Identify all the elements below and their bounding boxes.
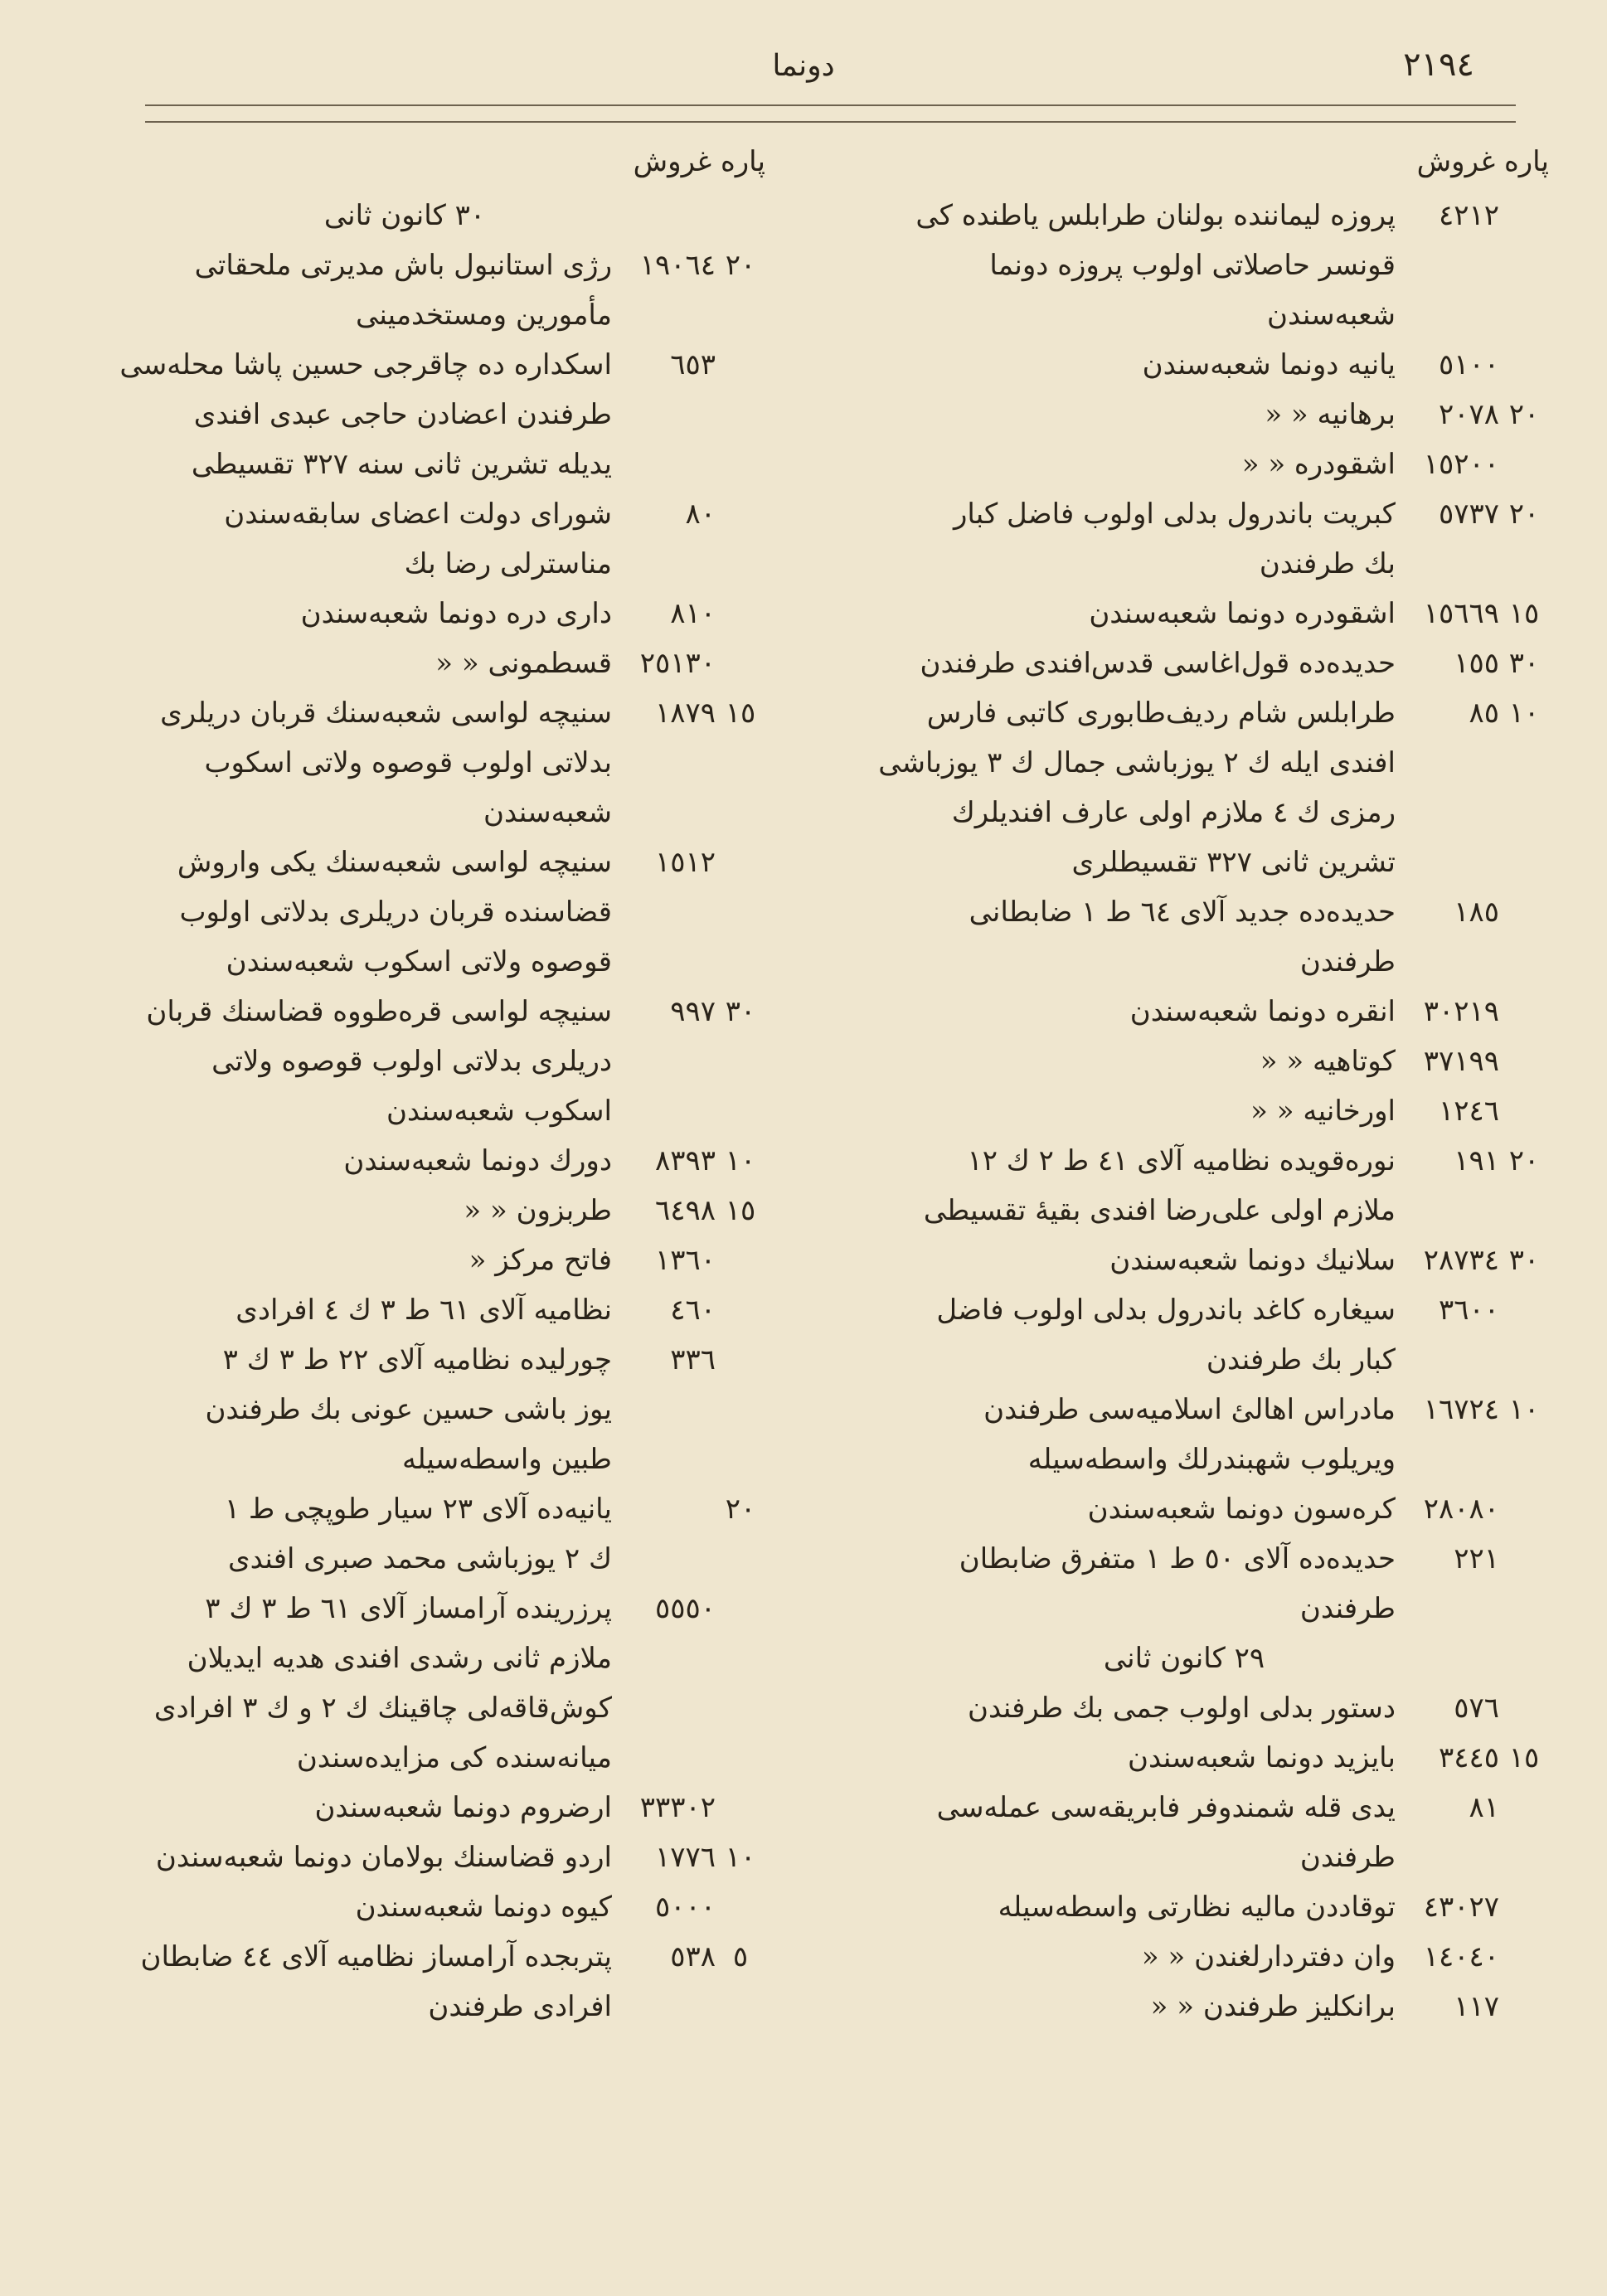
- para-value: ٢٠: [1508, 1144, 1540, 1177]
- description-line: نوره‌قويده نظاميه آلاى ٤١ ط ٢ ك ١٢: [967, 1144, 1396, 1177]
- ledger-entry: [852, 191, 1549, 340]
- ledger-entry: [852, 489, 1549, 589]
- kurus-value: ٣٧١٩٩: [1423, 1045, 1499, 1078]
- para-value: ١٥: [725, 1194, 756, 1227]
- para-value: ١٠: [1508, 697, 1540, 730]
- description-line: ارضروم دونما شعبه‌سندن: [314, 1791, 612, 1824]
- description-line: كره‌سون دونما شعبه‌سندن: [1087, 1493, 1396, 1526]
- kurus-value: ١١٧: [1454, 1990, 1499, 2023]
- kurus-value: ٣٤٤٥: [1438, 1741, 1499, 1774]
- description-line: سلانيك دونما شعبه‌سندن: [1109, 1244, 1396, 1277]
- description-line: دستور بدلى اولوب جمى بك طرفندن: [968, 1692, 1396, 1725]
- entry-description: [77, 638, 612, 688]
- entry-description: [77, 1783, 612, 1832]
- entry-description: [77, 837, 612, 987]
- description-line: طرفندن اعضادن حاجى عبدى افندى: [193, 398, 612, 431]
- description-line: بك طرفندن: [1259, 547, 1396, 580]
- description-line: كبار بك طرفندن: [1206, 1343, 1396, 1376]
- ledger-entry: [77, 638, 765, 688]
- description-line: برهانيه « «: [1265, 398, 1396, 431]
- ledger-entry: [77, 1783, 765, 1832]
- ledger-entry: [852, 439, 1549, 489]
- kurus-value: ٥٣٨: [670, 1940, 716, 1973]
- para-value: ٢٠: [1508, 498, 1540, 531]
- description-line: طرفندن: [1299, 945, 1396, 978]
- description-line: مناسترلى رضا بك: [404, 547, 612, 580]
- description-line: ملازم ثانى رشدى افندى هديه ايديلان: [187, 1642, 612, 1675]
- ledger-entry: [852, 688, 1549, 887]
- kurus-value: ٨٠: [685, 498, 716, 531]
- kurus-value: ٦٤٩٨: [654, 1194, 716, 1227]
- description-line: شعبه‌سندن: [1267, 299, 1396, 332]
- description-line: پروزه ليماننده بولنان طرابلس ياطنده كى: [915, 199, 1396, 232]
- kurus-value: ٨١: [1469, 1791, 1499, 1824]
- entry-description: [852, 1534, 1396, 1633]
- page-number: ٢١٩٤: [1403, 46, 1474, 84]
- kurus-value: ١٨٥: [1454, 896, 1499, 929]
- ledger-entry: [852, 638, 1549, 688]
- ledger-entry: [77, 340, 765, 489]
- description-line: بايزيد دونما شعبه‌سندن: [1128, 1741, 1396, 1774]
- ledger-entry: [852, 1932, 1549, 1982]
- description-line: چورليده نظاميه آلاى ٢٢ ط ٣ ك ٣: [222, 1343, 612, 1376]
- ledger-entry: [77, 1484, 765, 1584]
- ledger-entry: [77, 987, 765, 1136]
- ledger-entry: [852, 1683, 1549, 1733]
- ledger-entry: [852, 1136, 1549, 1235]
- ledger-entry: [77, 1882, 765, 1932]
- entry-description: [852, 688, 1396, 887]
- ledger-entry: [77, 1584, 765, 1783]
- para-value: ٣٠: [1508, 647, 1540, 680]
- kurus-value: ١٢٤٦: [1438, 1095, 1499, 1128]
- kurus-value: ٨١٠: [670, 597, 716, 630]
- kurus-value: ٢٨٠٨٠: [1423, 1493, 1499, 1526]
- description-line: طرفندن: [1299, 1592, 1396, 1625]
- ledger-entry: [852, 1534, 1549, 1633]
- description-line: طرفندن: [1299, 1841, 1396, 1874]
- description-line: اسكوب شعبه‌سندن: [386, 1095, 612, 1128]
- entry-description: [77, 240, 612, 340]
- ledger-entry: [77, 1285, 765, 1335]
- date-heading: ٢٩ كانون ثانى: [1103, 1642, 1265, 1675]
- entry-description: [77, 489, 612, 589]
- description-line: اورخانيه « «: [1250, 1095, 1396, 1128]
- kurus-value: ٤٣٠٢٧: [1423, 1891, 1499, 1924]
- entry-description: [852, 887, 1396, 987]
- description-line: طربزون « «: [464, 1194, 612, 1227]
- description-line: قضاسنده قربان دريلرى بدلاتى اولوب: [179, 896, 612, 929]
- kurus-value: ١٥١٢: [654, 846, 716, 879]
- ledger-entry: [77, 1932, 765, 2031]
- entry-description: [852, 1484, 1396, 1534]
- description-line: اسكداره ده چاقرجى حسين پاشا محله‌سى: [119, 348, 612, 381]
- entry-description: [77, 1235, 612, 1285]
- entry-description: [77, 987, 612, 1136]
- description-line: رمزى ك ٤ ملازم اولى عارف افنديلرك: [951, 796, 1396, 829]
- kurus-value: ١٩١: [1454, 1144, 1499, 1177]
- kurus-value: ١٧٧٦: [654, 1841, 716, 1874]
- kurus-value: ١٥٢٠٠: [1423, 448, 1499, 481]
- description-line: حديده‌ده آلاى ٥٠ ط ١ متفرق ضابطان: [959, 1542, 1396, 1575]
- kurus-value: ٥٧٣٧: [1438, 498, 1499, 531]
- description-line: تشرين ثانى ٣٢٧ تقسيطلرى: [1071, 846, 1396, 879]
- description-line: سنيچه لواسى شعبه‌سنك يكى واروش: [177, 846, 612, 879]
- entry-description: [852, 987, 1396, 1036]
- ledger-entry: [852, 887, 1549, 987]
- entry-description: [852, 1086, 1396, 1136]
- ledger-entry: [77, 240, 765, 340]
- description-line: حديده‌ده قول‌اغاسى قدس‌افندى طرفندن: [920, 647, 1396, 680]
- para-value: ١٠: [1508, 1393, 1540, 1426]
- description-line: شعبه‌سندن: [483, 796, 612, 829]
- description-line: پرزرينده آرامساز آلاى ٦١ ط ٣ ك ٣: [205, 1592, 612, 1625]
- description-line: اشقودره « «: [1241, 448, 1396, 481]
- entry-description: [852, 489, 1396, 589]
- description-line: طرابلس شام رديف‌طابورى كاتبى فارس: [926, 697, 1396, 730]
- ledger-entry: [852, 1235, 1549, 1285]
- kurus-value: ٣٣٦: [670, 1343, 716, 1376]
- entry-description: [852, 439, 1396, 489]
- kurus-value: ١٨٧٩: [654, 697, 716, 730]
- running-title: دونما: [772, 49, 835, 83]
- entry-description: [77, 589, 612, 638]
- description-line: كوش‌قاقه‌لى چاقينك ك ٢ و ك ٣ افرادى: [153, 1692, 612, 1725]
- entry-description: [852, 1683, 1396, 1733]
- description-line: يدى قله شمندوفر فابريقه‌سى عمله‌سى: [936, 1791, 1396, 1824]
- para-value: ١٠: [725, 1144, 756, 1177]
- entry-description: [77, 1584, 612, 1783]
- ledger-entry: [852, 1036, 1549, 1086]
- entry-description: [852, 1932, 1396, 1982]
- description-line: شوراى دولت اعضاى سابقه‌سندن: [224, 498, 612, 531]
- description-line: مأمورين ومستخدمينى: [355, 299, 612, 332]
- description-line: كيوه دونما شعبه‌سندن: [355, 1891, 612, 1924]
- description-line: پتربجده آرامساز نظاميه آلاى ٤٤ ضابطان: [140, 1940, 612, 1973]
- kurus-value: ٤٦٠: [670, 1294, 716, 1327]
- description-line: سيغاره كاغد باندرول بدلى اولوب فاضل: [936, 1294, 1396, 1327]
- kurus-value: ٥٥٥٠: [654, 1592, 716, 1625]
- ledger-entry: [77, 1235, 765, 1285]
- entry-description: [852, 1733, 1396, 1783]
- description-line: افرادى طرفندن: [428, 1990, 612, 2023]
- ledger-entry: [852, 1733, 1549, 1783]
- entry-description: [77, 1335, 612, 1484]
- para-value: ١٥: [725, 697, 756, 730]
- description-line: دارى دره دونما شعبه‌سندن: [300, 597, 612, 630]
- kurus-value: ٦٥٣: [670, 348, 716, 381]
- right-column: [852, 133, 1549, 2031]
- entry-description: [77, 340, 612, 489]
- ledger-entry: [852, 1285, 1549, 1385]
- kurus-value: ٢٢١: [1454, 1542, 1499, 1575]
- kurus-value: ٢٠٧٨: [1438, 398, 1499, 431]
- date-heading: ٣٠ كانون ثانى: [323, 199, 486, 232]
- description-line: حديده‌ده جديد آلاى ٦٤ ط ١ ضابطانى: [969, 896, 1396, 929]
- kurus-value: ٨٣٩٣: [654, 1144, 716, 1177]
- ledger-entry: [77, 1136, 765, 1186]
- ledger-entry: [77, 837, 765, 987]
- description-line: برانكليز طرفندن « «: [1150, 1990, 1396, 2023]
- description-line: سنيچه لواسى قره‌طووه قضاسنك قربان: [146, 995, 612, 1028]
- ledger-entry: [852, 1882, 1549, 1932]
- ledger-entry: [852, 589, 1549, 638]
- page-header: [133, 46, 1474, 95]
- description-line: افندى ايله ك ٢ يوزباشى جمال ك ٣ يوزباشى: [878, 746, 1396, 779]
- kurus-value: ١٣٦٠: [654, 1244, 716, 1277]
- ledger-entry: [852, 340, 1549, 390]
- description-line: فاتح مركز «: [469, 1244, 612, 1277]
- para-value: ١٥: [1508, 1741, 1540, 1774]
- kurus-value: ١٦٧٢٤: [1423, 1393, 1499, 1426]
- entry-description: [852, 1285, 1396, 1385]
- entry-description: [852, 191, 1396, 340]
- entry-description: [77, 1285, 612, 1335]
- description-line: توقاددن ماليه نظارتى واسطه‌سيله: [998, 1891, 1396, 1924]
- description-line: رژى استانبول باش مديرتى ملحقاتى: [194, 249, 612, 282]
- kurus-value: ٢٥١٣٠: [639, 647, 716, 680]
- entry-description: [852, 589, 1396, 638]
- description-line: سنيچه لواسى شعبه‌سنك قربان دريلرى: [160, 697, 612, 730]
- entry-description: [852, 340, 1396, 390]
- para-value: ٣٠: [1508, 1244, 1540, 1277]
- entry-description: [852, 390, 1396, 439]
- entry-description: [77, 688, 612, 837]
- entry-description: [77, 1484, 612, 1584]
- description-line: مادراس اهالئ اسلاميه‌سى طرفندن: [983, 1393, 1396, 1426]
- kurus-value: ١٥٥: [1454, 647, 1499, 680]
- ledger-entry: [852, 1982, 1549, 2031]
- entry-description: [77, 1186, 612, 1235]
- description-line: يانيه دونما شعبه‌سندن: [1142, 348, 1396, 381]
- entry-description: [852, 1235, 1396, 1285]
- ledger-entry: [852, 1484, 1549, 1534]
- entry-description: [852, 1882, 1396, 1932]
- description-line: يانيه‌ده آلاى ٢٣ سيار طوپچى ط ١: [224, 1493, 612, 1526]
- entry-description: [852, 1136, 1396, 1235]
- entry-description: [852, 1036, 1396, 1086]
- entry-description: [77, 1136, 612, 1186]
- kurus-value: ٥١٠٠: [1438, 348, 1499, 381]
- kurus-value: ٣٦٠٠: [1438, 1294, 1499, 1327]
- description-line: يديله تشرين ثانى سنه ٣٢٧ تقسيطى: [191, 448, 612, 481]
- para-value: ٢٠: [1508, 398, 1540, 431]
- ledger-entry: [77, 688, 765, 837]
- entry-description: [77, 1832, 612, 1882]
- entry-description: [852, 1982, 1396, 2031]
- kurus-value: ٣٣٣٠٢: [639, 1791, 716, 1824]
- ledger-entry: [852, 390, 1549, 439]
- kurus-value: ١٥٦٦٩: [1423, 597, 1499, 630]
- description-line: ملازم اولى على‌رضا افندى بقيهٔ تقسيطى: [923, 1194, 1396, 1227]
- entry-description: [852, 1385, 1396, 1484]
- ledger-entry: [852, 1783, 1549, 1882]
- kurus-value: ٩٩٧: [670, 995, 716, 1028]
- ledger-entry: [77, 589, 765, 638]
- kurus-value: ٢٨٧٣٤: [1423, 1244, 1499, 1277]
- para-value: ١٥: [1508, 597, 1540, 630]
- description-line: ويريلوب شهبندرلك واسطه‌سيله: [1027, 1443, 1396, 1476]
- description-line: يوز باشى حسين عونى بك طرفندن: [205, 1393, 612, 1426]
- description-line: وان دفتردارلغندن « «: [1141, 1940, 1396, 1973]
- description-line: كوتاهيه « «: [1260, 1045, 1396, 1078]
- description-line: قونسر حاصلاتى اولوب پروزه دونما: [989, 249, 1396, 282]
- description-line: قسطمونى « «: [435, 647, 612, 680]
- column-heading: پاره غروش: [633, 145, 765, 178]
- ledger-entry: [77, 1186, 765, 1235]
- description-line: اشقودره دونما شعبه‌سندن: [1089, 597, 1396, 630]
- para-value: ٣٠: [725, 995, 756, 1028]
- entry-description: [77, 1932, 612, 2031]
- description-line: طبين واسطه‌سيله: [402, 1443, 612, 1476]
- description-line: دريلرى بدلاتى اولوب قوصوه ولاتى: [211, 1045, 612, 1078]
- ledger-entry: [77, 1335, 765, 1484]
- entry-description: [77, 1882, 612, 1932]
- kurus-value: ١٩٠٦٤: [639, 249, 716, 282]
- description-line: كبريت باندرول بدلى اولوب فاضل كبار: [953, 498, 1396, 531]
- description-line: نظاميه آلاى ٦١ ط ٣ ك ٤ افرادى: [235, 1294, 612, 1327]
- para-value: ٢٠: [725, 1493, 756, 1526]
- para-value: ١٠: [725, 1841, 756, 1874]
- left-column: [77, 133, 765, 2031]
- entry-description: [852, 1783, 1396, 1882]
- para-value: ٢٠: [725, 249, 756, 282]
- para-value: ٥: [732, 1940, 749, 1973]
- column-heading: پاره غروش: [1416, 145, 1549, 178]
- kurus-value: ٥٧٦: [1454, 1692, 1499, 1725]
- description-line: قوصوه ولاتى اسكوب شعبه‌سندن: [226, 945, 612, 978]
- kurus-value: ٣٠٢١٩: [1423, 995, 1499, 1028]
- description-line: ميانه‌سنده كى مزايده‌سندن: [296, 1741, 612, 1774]
- description-line: ك ٢ يوزباشى محمد صبرى افندى: [227, 1542, 612, 1575]
- description-line: اردو قضاسنك بولامان دونما شعبه‌سندن: [155, 1841, 612, 1874]
- description-line: دورك دونما شعبه‌سندن: [343, 1144, 612, 1177]
- kurus-value: ٥٠٠٠: [654, 1891, 716, 1924]
- entry-description: [852, 638, 1396, 688]
- description-line: بدلاتى اولوب قوصوه ولاتى اسكوب: [204, 746, 612, 779]
- ledger-entry: [77, 489, 765, 589]
- description-line: انقره دونما شعبه‌سندن: [1129, 995, 1396, 1028]
- ledger-entry: [77, 1832, 765, 1882]
- ledger-entry: [852, 987, 1549, 1036]
- kurus-value: ٨٥: [1469, 697, 1499, 730]
- ledger-entry: [852, 1385, 1549, 1484]
- header-rule: [145, 104, 1516, 123]
- kurus-value: ٤٢١٢: [1438, 199, 1499, 232]
- ledger-entry: [852, 1086, 1549, 1136]
- kurus-value: ١٤٠٤٠: [1423, 1940, 1499, 1973]
